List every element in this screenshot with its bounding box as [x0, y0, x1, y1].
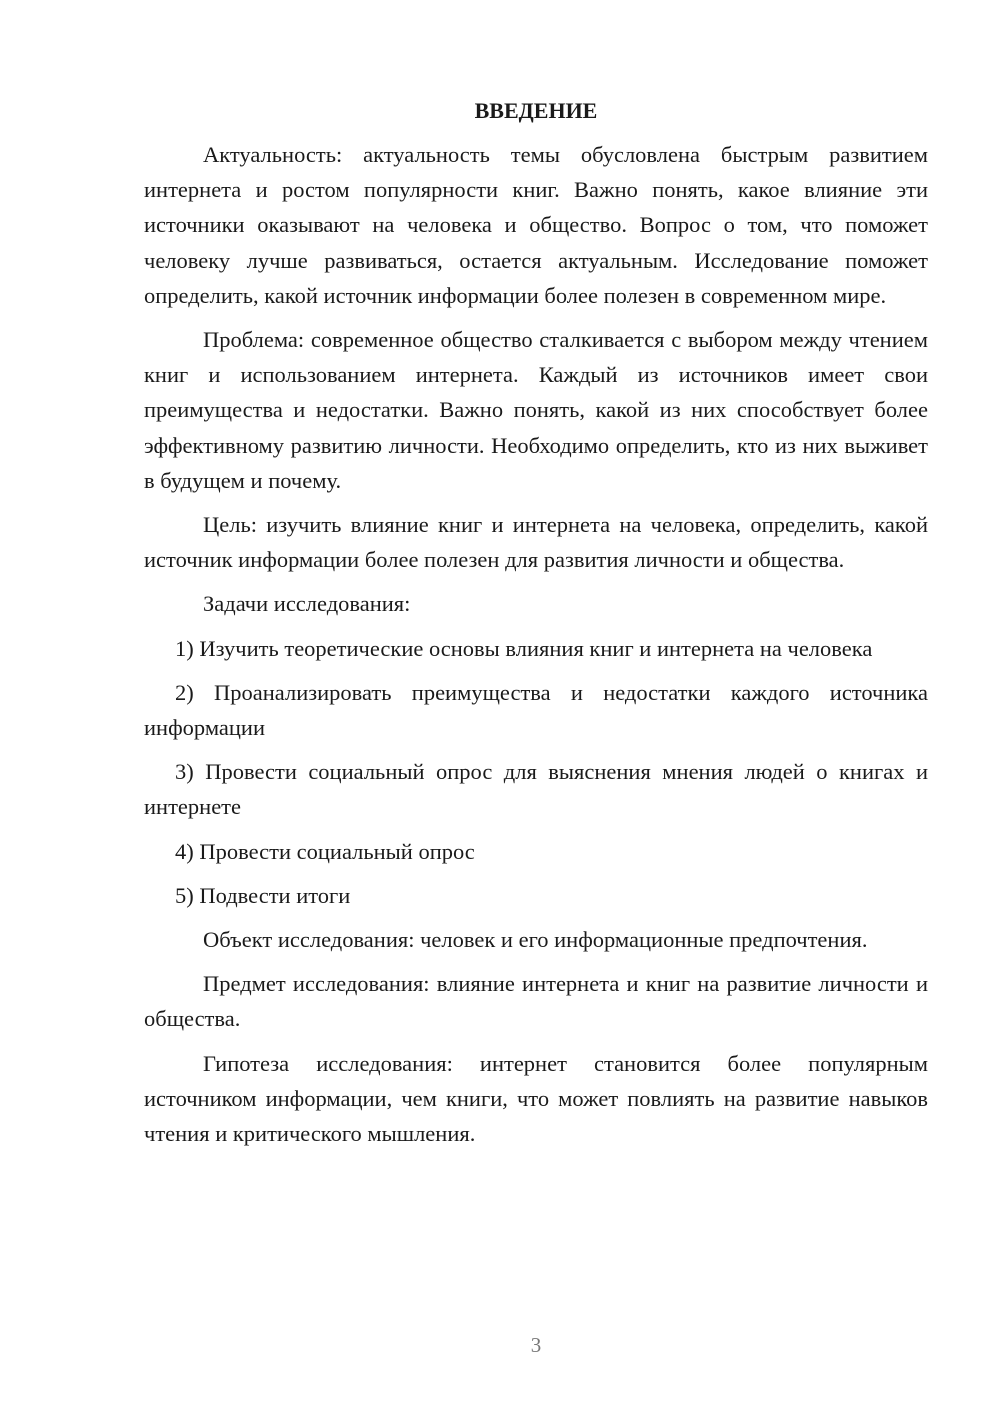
list-item: 4) Провести социальный опрос [175, 838, 475, 864]
paragraph-problem: Проблема: современное общество сталкивается с выбором между чтением книг и использованием интернета. Каждый из источников имеет свои преимущества и недостатки. Важно понять, какой из них способствует более эффективному развитию личности. Необходимо определить, кто из них выживет в будущем и почему. [144, 327, 928, 493]
list-item: 2) Проанализировать преимущества и недостатки каждого источника информации [144, 679, 928, 741]
paragraph-hypothesis: Гипотеза исследования: интернет становится более популярным источником информации, чем книги, что может повлиять на развитие навыков чтения и критического мышления. [144, 1050, 928, 1147]
document-page [144, 95, 928, 1160]
list-item: 3) Провести социальный опрос для выяснения мнения людей о книгах и интернете [144, 759, 928, 820]
list-item: 5) Подвести итоги [175, 882, 351, 908]
tasks-list [144, 631, 928, 913]
page-title: ВВЕДЕНИЕ [474, 98, 598, 123]
paragraph-relevance: Актуальность: актуальность темы обусловлена быстрым развитием интернета и ростом популярности книг. Важно понять, какое влияние эти источники оказывают на человека и общество. Вопрос о том, что поможет человеку лучше развиваться, остается актуальным. Исследование поможет определить, какой источник информации более полезен в современном мире. [144, 142, 928, 308]
paragraph-goal: Цель: изучить влияние книг и интернета на человека, определить, какой источник информации более полезен для развития личности и общества. [144, 512, 928, 573]
list-item: 1) Изучить теоретические основы влияния книг и интернета на человека [175, 635, 873, 661]
tasks-heading: Задачи исследования: [203, 591, 411, 617]
paragraph-object: Объект исследования: человек и его информационные предпочтения. [203, 927, 868, 953]
paragraph-subject: Предмет исследования: влияние интернета и книг на развитие личности и общества. [144, 971, 928, 1032]
page-number: 3 [530, 1333, 542, 1357]
